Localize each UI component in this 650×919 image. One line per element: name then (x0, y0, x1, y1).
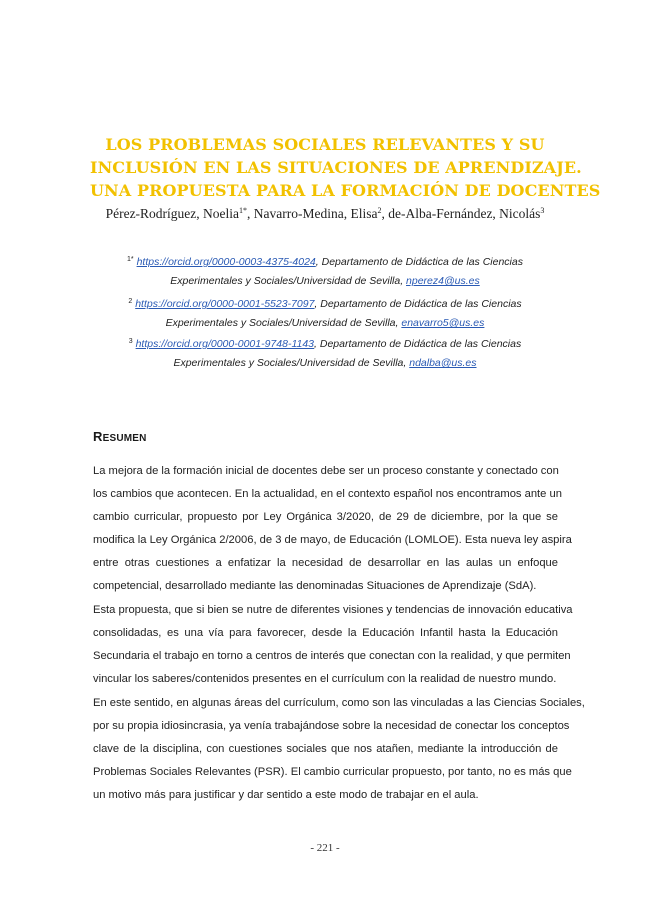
title-line: UNA PROPUESTA PARA LA FORMACIÓN DE DOCENTES (90, 181, 601, 200)
email-link[interactable]: ndalba@us.es (409, 357, 477, 369)
page-number: - 221 - (310, 842, 340, 854)
affiliation-text: Experimentales y Sociales/Universidad de Sevilla, (165, 317, 402, 329)
section-heading (93, 429, 147, 444)
orcid-link[interactable]: https://orcid.org/0000-0001-5523-7097 (135, 298, 315, 310)
author-name: de-Alba-Fernández, Nicolás (388, 206, 541, 221)
text-line: competencial, desarrollado mediante las denominadas Situaciones de Aprendizaje (SdA). (93, 580, 537, 592)
text-line: entre otras cuestiones a enfatizar la necesidad de desarrollar en las aulas un enfoque (93, 557, 558, 569)
text-line: La mejora de la formación inicial de docentes debe ser un proceso constante y conectado con (93, 465, 559, 477)
heading-initial: R (93, 429, 103, 444)
text-line: consolidadas, es una vía para favorecer, desde la Educación Infantil hasta la Educación (93, 627, 558, 639)
affiliation (100, 332, 550, 373)
affiliation-text: Experimentales y Sociales/Universidad de Sevilla, (170, 275, 407, 287)
author-list: Pérez-Rodríguez, Noelia$^{1*}$, Navarro-Medina, Elisa$^2$, de-Alba-Fernández, Nicolás$^3$ (105, 206, 545, 221)
affiliation (100, 250, 550, 291)
heading-rest: ESUMEN (102, 433, 147, 444)
abstract-paragraph (93, 599, 573, 691)
text-line: clave de la disciplina, con cuestiones sociales que nos atañen, mediante la introducción de (93, 743, 558, 755)
author-name: Pérez-Rodríguez, Noelia (105, 206, 240, 221)
author-name: Navarro-Medina, Elisa (253, 206, 378, 221)
author-sup: 2 (377, 206, 382, 215)
text-line: por su propia idiosincrasia, ya venía trabajándose sobre la necesidad de conectar los conceptos (93, 720, 570, 732)
affiliation-text: Experimentales y Sociales/Universidad de Sevilla, (173, 357, 410, 369)
affiliation-sup: 1* (127, 256, 134, 263)
affiliation-text: , Departamento de Didáctica de las Ciencias (314, 338, 522, 350)
text-line: cambio curricular, propuesto por Ley Orgánica 3/2020, de 29 de diciembre, por la que se (93, 511, 558, 523)
text-line: modifica la Ley Orgánica 2/2006, de 3 de mayo, de Educación (LOMLOE). Esta nueva ley aspira (93, 534, 572, 546)
text-line: vincular los saberes/contenidos presentes en el currículum con la realidad de nuestro mundo. (93, 673, 557, 685)
text-line: un motivo más para justificar y dar sentido a este modo de trabajar en el aula. (93, 789, 479, 801)
title-line: INCLUSIÓN EN LAS SITUACIONES DE APRENDIZAJE. (90, 158, 582, 177)
paper-title (90, 133, 601, 202)
text-line: Esta propuesta, que si bien se nutre de diferentes visiones y tendencias de innovación educativa (93, 604, 573, 616)
title-line: LOS PROBLEMAS SOCIALES RELEVANTES Y SU (105, 135, 545, 154)
text-line: Secundaria el trabajo en torno a centros de interés que conectan con la realidad, y que permiten (93, 650, 571, 662)
author-sup: 1* (239, 206, 248, 215)
orcid-link[interactable]: https://orcid.org/0000-0001-9748-1143 (135, 338, 315, 350)
email-link[interactable]: nperez4@us.es (406, 275, 480, 287)
affiliation-sup: 2 (128, 298, 133, 305)
author-sup: 3 (540, 206, 545, 215)
abstract-paragraph (93, 460, 572, 598)
text-line: Problemas Sociales Relevantes (PSR). El cambio curricular propuesto, por tanto, no es más que (93, 766, 572, 778)
affiliation-text: , Departamento de Didáctica de las Ciencias (314, 298, 522, 310)
abstract-paragraph (93, 692, 585, 807)
orcid-link[interactable]: https://orcid.org/0000-0003-4375-4024 (136, 256, 316, 268)
text-line: los cambios que acontecen. En la actualidad, en el contexto español nos encontramos ante un (93, 488, 562, 500)
affiliation (100, 292, 550, 333)
affiliation-text: , Departamento de Didáctica de las Ciencias (315, 256, 523, 268)
email-link[interactable]: enavarro5@us.es (401, 317, 485, 329)
text-line: En este sentido, en algunas áreas del currículum, como son las vinculadas a las Ciencias Sociales, (93, 697, 585, 709)
affiliation-sup: 3 (128, 338, 133, 345)
